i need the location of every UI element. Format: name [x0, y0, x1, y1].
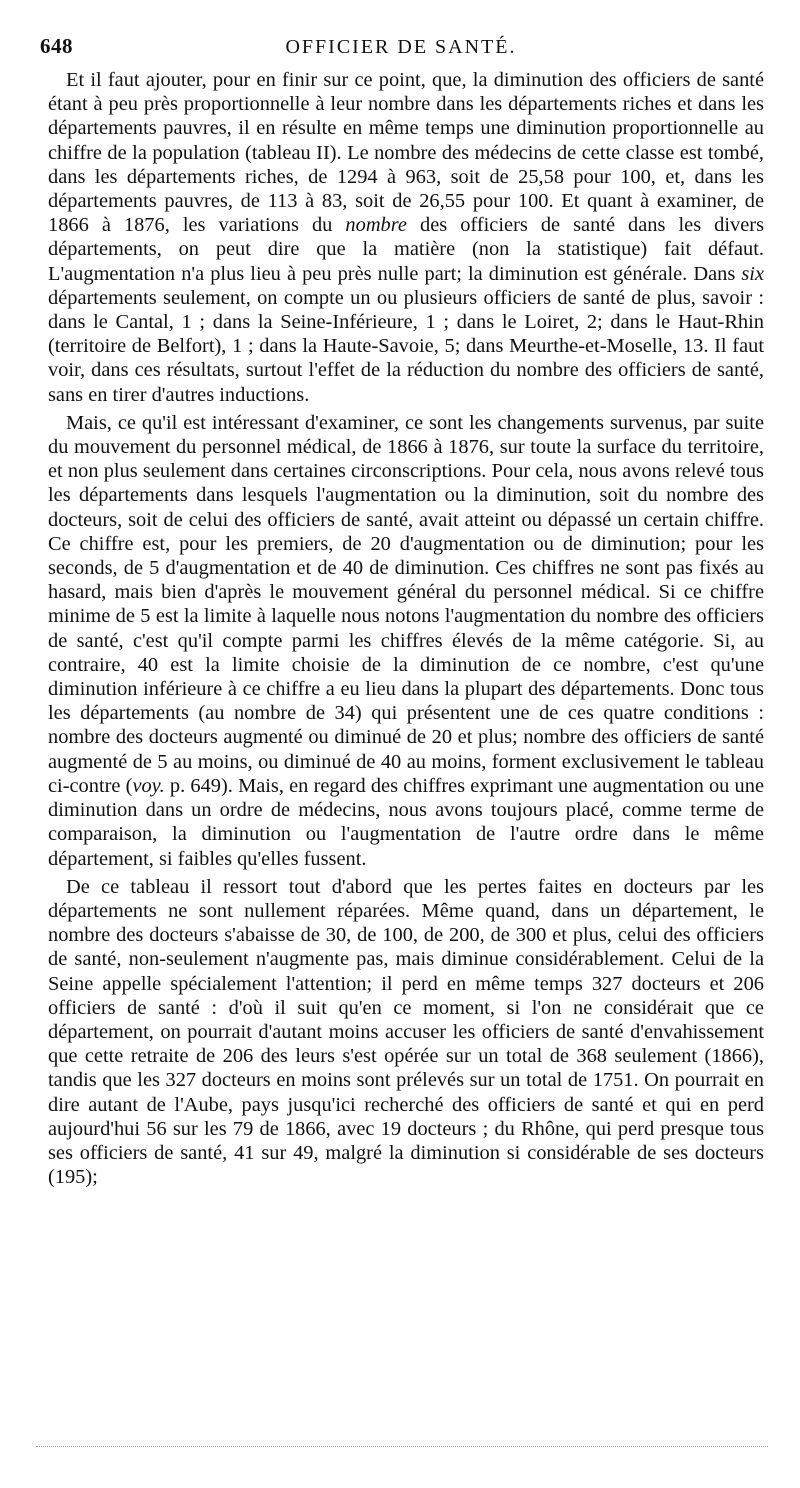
italic-text: nombre — [345, 214, 407, 237]
text-run: des officiers de santé dans les divers départements, on peut dire que la matière (non la statistique) fait défaut. L'augmentation n'a plus lieu à peu près nulle part; la diminution est générale. Dans — [48, 214, 765, 285]
page-number: 648 — [40, 34, 73, 58]
italic-text: voy. — [132, 774, 165, 797]
page-header — [40, 34, 762, 64]
paragraph — [48, 875, 764, 1190]
text-run: De ce tableau il ressort tout d'abord que les pertes faites en docteurs par les départements ne sont nullement réparées. Même quand, dans un département, le nombre des docteurs s'abaisse de 30, de 100, de 200, de 300 et plus, celui des officiers de santé, non-seulement n'augmente pas, mais diminue considérablement. Celui de la Seine appelle spécialement l'attention; il perd en même temps 327 docteurs et 206 officiers de santé : d'où il suit qu'en ce moment, si l'on ne considérait que ce département, on pourrait d'autant moins accuser les officiers de santé d'envahissement que cette retraite de 206 des leurs s'est opérée sur un total de 368 seulement (1866), tandis que les 327 docteurs en moins sont prélevés sur un total de 1751. On pourrait en dire autant de l'Aube, pays jusqu'ici recherché des officiers de santé et qui en perd aujourd'hui 56 sur les 79 de 1866, avec 19 docteurs ; du Rhône, qui perd presque tous ses officiers de santé, 41 sur 49, malgré la diminution si considérable de ses docteurs (195); — [48, 875, 764, 1189]
text-run: Et il faut ajouter, pour en finir sur ce point, que, la diminution des officiers de santé étant à peu près proportionnelle à leur nombre dans les départements riches et dans les départements pauvres, il en résulte en même temps une diminution proportionnelle au chiffre de la population (tableau II). Le nombre des médecins de cette classe est tombé, dans les départements riches, de 1294 à 963, soit de 25,58 pour 100, et, dans les départements pauvres, de 113 à 83, soit de 26,55 pour 100. Et quant à examiner, de 1866 à 1876, les variations du — [48, 69, 764, 237]
paragraph — [48, 411, 764, 871]
text-run: Mais, ce qu'il est intéressant d'examiner, ce sont les changements survenus, par suite du mouvement du personnel médical, de 1866 à 1876, sur toute la surface du territoire, et non plus seulement dans certaines circonscriptions. Pour cela, nous avons relevé tous les départements dans lesquels l'augmentation ou la diminution, soit du nombre des docteurs, soit de celui des officiers de santé, avait atteint ou dépassé un certain chiffre. Ce chiffre est, pour les premiers, de 20 d'augmentation ou de diminution; pour les seconds, de 5 d'augmentation et de 40 de diminution. Ces chiffres ne sont pas fixés au hasard, mais bien d'après le mouvement général du personnel médical. Si ce chiffre minime de 5 est la limite à laquelle nous notons l'augmentation du nombre des officiers de santé, c'est qu'il compte parmi les chiffres élevés de la même catégorie. Si, au contraire, 40 est la limite choisie de la diminution de ce nombre, c'est qu'une diminution inférieure à ce chiffre a eu lieu dans la plupart des départements. Donc tous les départements (au nombre de 34) qui présentent une de ces quatre conditions : nombre des docteurs augmenté ou diminué de 20 et plus; nombre des officiers de santé augmenté de 5 au moins, ou diminué de 40 au moins, forment exclusivement le tableau ci-contre ( — [48, 411, 764, 797]
text-run: p. 649). Mais, en regard des chiffres exprimant une augmentation ou une diminution dans un ordre de médecins, nous avons toujours placé, comme terme de comparaison, la diminution ou l'augmentation de l'autre ordre dans le même département, si faibles qu'elles fussent. — [48, 774, 764, 870]
running-title: OFFICIER DE SANTÉ. — [285, 36, 517, 58]
paragraph — [48, 68, 764, 407]
footer-rule — [36, 1446, 768, 1447]
body-text — [48, 68, 764, 1189]
text-run: départements seulement, on compte un ou plusieurs officiers de santé de plus, savoir : dans le Cantal, 1 ; dans la Seine-Inférieure, 1 ; dans le Loiret, 2; dans le Haut-Rhin (territoire de Belfort), 1 ; dans la Haute-Savoie, 5; dans Meurthe-et-Moselle, 13. Il faut voir, dans ces résultats, surtout l'effet de la réduction du nombre des officiers de santé, sans en tirer d'autres inductions. — [48, 286, 764, 406]
italic-text: six — [741, 262, 764, 285]
